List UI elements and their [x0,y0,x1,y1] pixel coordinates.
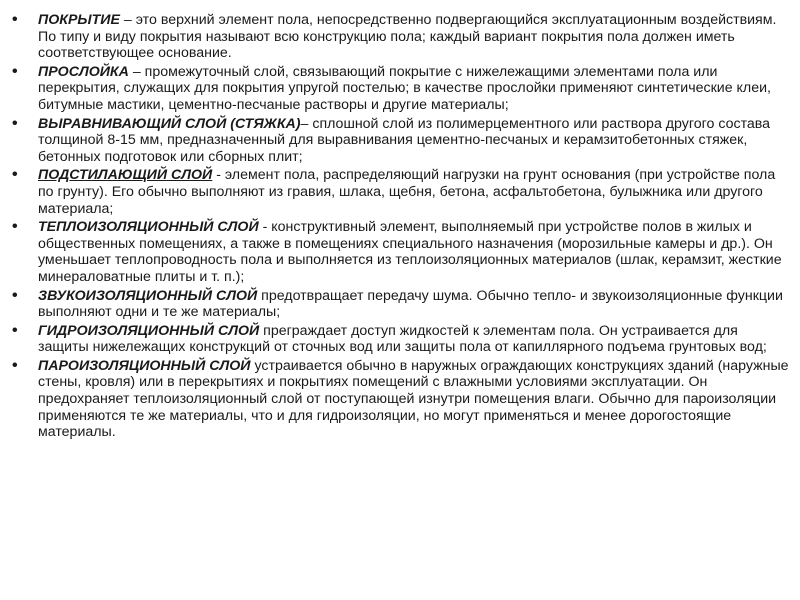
bullet: • [12,218,18,236]
list-item [12,64,790,114]
term-title: ГИДРОИЗОЛЯЦИОННЫЙ СЛОЙ [38,322,260,339]
term-title: ТЕПЛОИЗОЛЯЦИОННЫЙ СЛОЙ [38,219,259,236]
term-description: – это верхний элемент пола, непосредственно подвергающийся эксплуатационным воздействиям. По типу и виду покрытия называют всю конструкцию пола; каждый вариант покрытия пола должен иметь соответствующее основание. [38,12,777,62]
bullet: • [12,114,18,132]
bullet: • [12,321,18,339]
term-description: – промежуточный слой, связывающий покрытие с нижележащими элементами пола или перекрытия, служащих для покрытия упругой постелью; в качестве прослойки применяют синтетические клеи, битумные мастики, цементно-песчаные растворы и другие материалы; [38,63,771,113]
term-description: устраивается обычно в наружных ограждающих конструкциях зданий (наружные стены, кровля) или в перекрытиях и покрытиях помещений с влажными условиями эксплуатации. Он предохраняет теплоизоляционный слой от поступающей изнутри помещения влаги. Обычно для пароизоляции применяются те же материалы, что и для гидроизоляции, но могут применяться и менее дорогостоящие материалы. [38,357,789,441]
term-title: ЗВУКОИЗОЛЯЦИОННЫЙ СЛОЙ [38,287,258,304]
term-description: – сплошной слой из полимерцементного или раствора другого состава толщиной 8-15 мм, предназначенный для выравнивания цементно-песчаных и керамзитобетонных стяжек, бетонных подготовок или сборных плит; [38,115,771,165]
term-description: предотвращает передачу шума. Обычно тепло- и звукоизоляционные функции выполняют одни и те же материалы; [38,287,783,321]
list-item [12,288,790,321]
term-description: преграждает доступ жидкостей к элементам пола. Он устраивается для защиты нижележащих конструкций от сточных вод или защиты пола от капиллярного подъема грунтовых вод; [38,322,767,356]
list-item [12,358,790,441]
bullet: • [12,11,18,28]
term-title: ПРОСЛОЙКА [38,63,129,80]
bullet: • [12,356,18,374]
list-item [12,167,790,217]
term-title: ПОДСТИЛАЮЩИЙ СЛОЙ [38,167,213,184]
term-description: - конструктивный элемент, выполняемый при устройстве полов в жилых и общественных помещениях, а также в помещениях специального назначения (морозильные камеры и др.). Он уменьшает теплопроводность пола и выполняется из теплоизоляционных материалов (шлак, керамзит, жесткие минераловатные плиты и т. п.); [38,219,782,285]
term-list [12,12,790,443]
list-item [12,323,790,356]
term-title: ПАРОИЗОЛЯЦИОННЫЙ СЛОЙ [38,357,251,374]
term-description: - элемент пола, распределяющий нагрузки на грунт основания (при устройстве пола по грунту). Его обычно выполняют из гравия, шлака, щебня, бетона, асфальтобетона, булыжника или другого материала; [38,167,776,217]
list-item [12,116,790,166]
list-item [12,219,790,285]
bullet: • [12,286,18,304]
bullet: • [12,62,18,80]
list-item [12,12,790,62]
bullet: • [12,166,18,184]
term-title: ПОКРЫТИЕ [38,12,120,28]
term-title: ВЫРАВНИВАЮЩИЙ СЛОЙ (СТЯЖКА) [38,115,301,132]
